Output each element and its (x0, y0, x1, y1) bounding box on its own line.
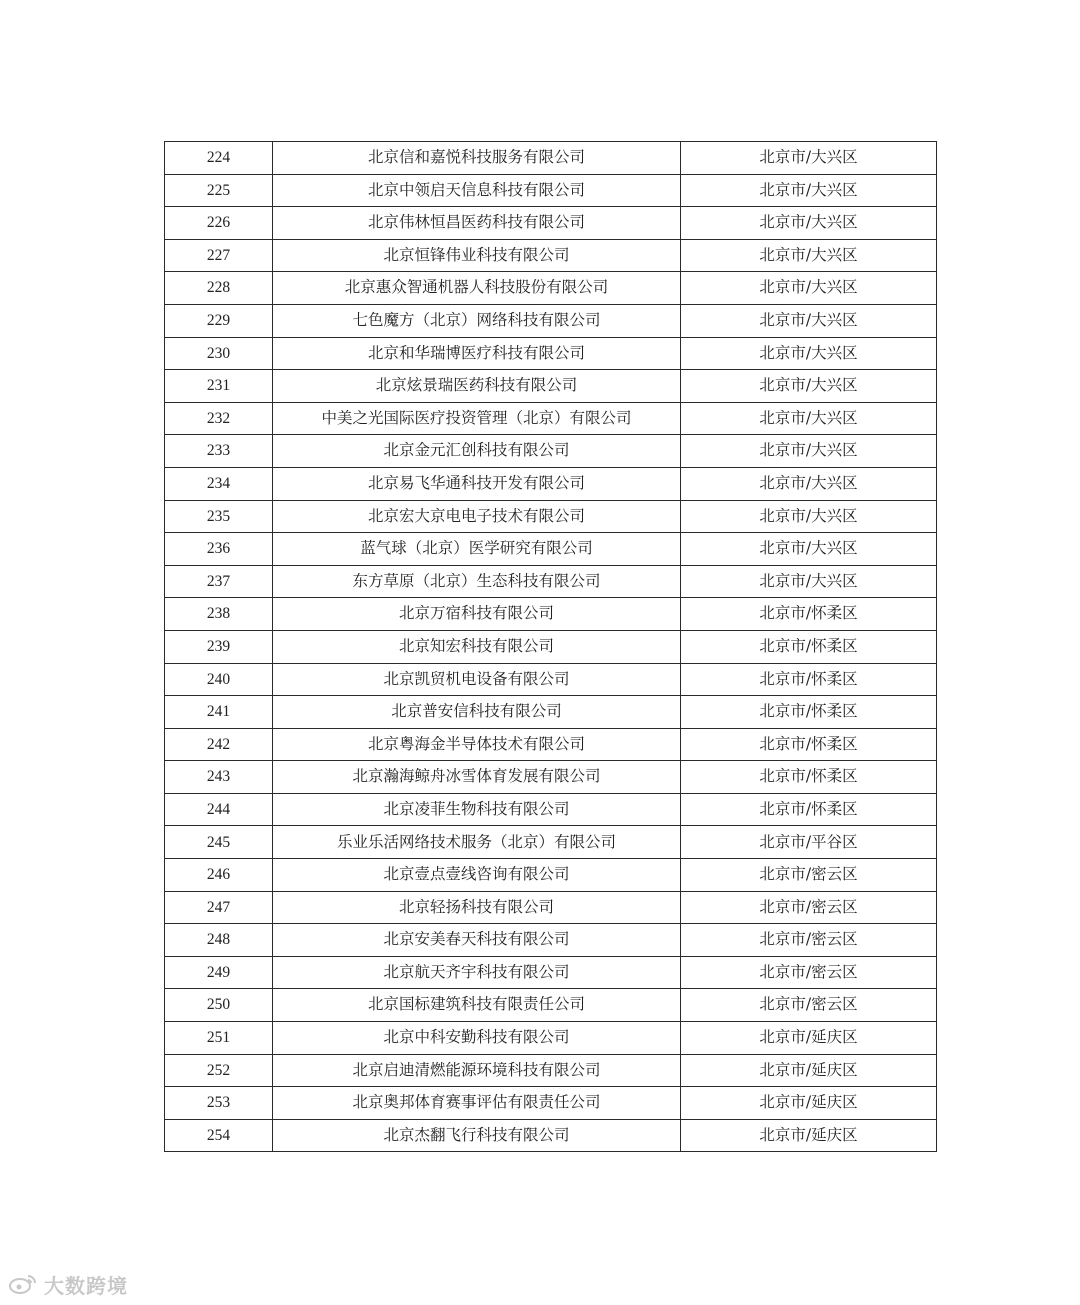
region-cell: 北京市/大兴区 (681, 304, 937, 337)
table-body (165, 142, 937, 1152)
row-number-cell: 245 (165, 826, 273, 859)
table-row (165, 272, 937, 305)
company-name-cell: 北京轻扬科技有限公司 (273, 891, 681, 924)
company-name-cell: 北京国标建筑科技有限责任公司 (273, 989, 681, 1022)
table-row (165, 533, 937, 566)
region-cell: 北京市/怀柔区 (681, 630, 937, 663)
region-cell: 北京市/密云区 (681, 891, 937, 924)
table-row (165, 663, 937, 696)
row-number-cell: 224 (165, 142, 273, 175)
row-number-cell: 236 (165, 533, 273, 566)
region-cell: 北京市/密云区 (681, 924, 937, 957)
table-row (165, 891, 937, 924)
row-number-cell: 241 (165, 696, 273, 729)
region-cell: 北京市/密云区 (681, 989, 937, 1022)
table-row (165, 761, 937, 794)
row-number-cell: 239 (165, 630, 273, 663)
region-cell: 北京市/大兴区 (681, 435, 937, 468)
company-name-cell: 乐业乐活网络技术服务（北京）有限公司 (273, 826, 681, 859)
row-number-cell: 253 (165, 1087, 273, 1120)
company-name-cell: 北京金元汇创科技有限公司 (273, 435, 681, 468)
row-number-cell: 232 (165, 402, 273, 435)
company-name-cell: 北京瀚海鲸舟冰雪体育发展有限公司 (273, 761, 681, 794)
row-number-cell: 249 (165, 956, 273, 989)
watermark (8, 1270, 128, 1298)
table-row (165, 337, 937, 370)
row-number-cell: 242 (165, 728, 273, 761)
company-name-cell: 北京凌菲生物科技有限公司 (273, 793, 681, 826)
region-cell: 北京市/大兴区 (681, 467, 937, 500)
company-name-cell: 北京粤海金半导体技术有限公司 (273, 728, 681, 761)
table-row (165, 956, 937, 989)
region-cell: 北京市/延庆区 (681, 1087, 937, 1120)
row-number-cell: 251 (165, 1022, 273, 1055)
table-row (165, 467, 937, 500)
table-row (165, 500, 937, 533)
row-number-cell: 238 (165, 598, 273, 631)
table-row (165, 1054, 937, 1087)
table-row (165, 826, 937, 859)
company-name-cell: 北京安美春天科技有限公司 (273, 924, 681, 957)
row-number-cell: 235 (165, 500, 273, 533)
row-number-cell: 227 (165, 239, 273, 272)
table-row (165, 793, 937, 826)
company-name-cell: 东方草原（北京）生态科技有限公司 (273, 565, 681, 598)
company-name-cell: 北京杰翻飞行科技有限公司 (273, 1119, 681, 1152)
region-cell: 北京市/大兴区 (681, 500, 937, 533)
region-cell: 北京市/密云区 (681, 859, 937, 892)
table-row (165, 924, 937, 957)
row-number-cell: 226 (165, 207, 273, 240)
company-name-cell: 北京普安信科技有限公司 (273, 696, 681, 729)
company-name-cell: 北京中领启天信息科技有限公司 (273, 174, 681, 207)
row-number-cell: 233 (165, 435, 273, 468)
region-cell: 北京市/怀柔区 (681, 793, 937, 826)
table-row (165, 1087, 937, 1120)
region-cell: 北京市/延庆区 (681, 1054, 937, 1087)
company-name-cell: 北京万宿科技有限公司 (273, 598, 681, 631)
company-name-cell: 蓝气球（北京）医学研究有限公司 (273, 533, 681, 566)
company-name-cell: 北京凯贸机电设备有限公司 (273, 663, 681, 696)
region-cell: 北京市/平谷区 (681, 826, 937, 859)
company-name-cell: 中美之光国际医疗投资管理（北京）有限公司 (273, 402, 681, 435)
row-number-cell: 230 (165, 337, 273, 370)
company-name-cell: 北京和华瑞博医疗科技有限公司 (273, 337, 681, 370)
row-number-cell: 244 (165, 793, 273, 826)
company-name-cell: 北京壹点壹线咨询有限公司 (273, 859, 681, 892)
row-number-cell: 228 (165, 272, 273, 305)
company-name-cell: 七色魔方（北京）网络科技有限公司 (273, 304, 681, 337)
company-name-cell: 北京航天齐宇科技有限公司 (273, 956, 681, 989)
region-cell: 北京市/延庆区 (681, 1022, 937, 1055)
region-cell: 北京市/怀柔区 (681, 728, 937, 761)
table-row (165, 630, 937, 663)
row-number-cell: 243 (165, 761, 273, 794)
company-name-cell: 北京伟林恒昌医药科技有限公司 (273, 207, 681, 240)
region-cell: 北京市/密云区 (681, 956, 937, 989)
table-row (165, 859, 937, 892)
region-cell: 北京市/大兴区 (681, 370, 937, 403)
row-number-cell: 246 (165, 859, 273, 892)
region-cell: 北京市/怀柔区 (681, 663, 937, 696)
company-list-table (164, 141, 937, 1152)
company-name-cell: 北京信和嘉悦科技服务有限公司 (273, 142, 681, 175)
company-name-cell: 北京宏大京电电子技术有限公司 (273, 500, 681, 533)
region-cell: 北京市/大兴区 (681, 207, 937, 240)
table-row (165, 207, 937, 240)
table-row (165, 598, 937, 631)
table-row (165, 989, 937, 1022)
watermark-text: 大数跨境 (44, 1273, 128, 1298)
row-number-cell: 250 (165, 989, 273, 1022)
region-cell: 北京市/大兴区 (681, 565, 937, 598)
weibo-logo-icon (8, 1272, 38, 1296)
region-cell: 北京市/大兴区 (681, 142, 937, 175)
company-name-cell: 北京恒锋伟业科技有限公司 (273, 239, 681, 272)
table-row (165, 696, 937, 729)
region-cell: 北京市/怀柔区 (681, 761, 937, 794)
company-name-cell: 北京启迪清燃能源环境科技有限公司 (273, 1054, 681, 1087)
table-row (165, 402, 937, 435)
table-row (165, 435, 937, 468)
company-name-cell: 北京知宏科技有限公司 (273, 630, 681, 663)
region-cell: 北京市/大兴区 (681, 174, 937, 207)
row-number-cell: 248 (165, 924, 273, 957)
row-number-cell: 252 (165, 1054, 273, 1087)
row-number-cell: 247 (165, 891, 273, 924)
company-name-cell: 北京炫景瑞医药科技有限公司 (273, 370, 681, 403)
company-name-cell: 北京奥邦体育赛事评估有限责任公司 (273, 1087, 681, 1120)
row-number-cell: 240 (165, 663, 273, 696)
row-number-cell: 234 (165, 467, 273, 500)
region-cell: 北京市/大兴区 (681, 533, 937, 566)
region-cell: 北京市/怀柔区 (681, 696, 937, 729)
region-cell: 北京市/大兴区 (681, 272, 937, 305)
company-name-cell: 北京易飞华通科技开发有限公司 (273, 467, 681, 500)
region-cell: 北京市/大兴区 (681, 402, 937, 435)
table-row (165, 142, 937, 175)
region-cell: 北京市/大兴区 (681, 337, 937, 370)
row-number-cell: 231 (165, 370, 273, 403)
region-cell: 北京市/大兴区 (681, 239, 937, 272)
table-row (165, 304, 937, 337)
table-row (165, 1119, 937, 1152)
table-row (165, 1022, 937, 1055)
company-name-cell: 北京惠众智通机器人科技股份有限公司 (273, 272, 681, 305)
table-row (165, 728, 937, 761)
table-row (165, 239, 937, 272)
table-row (165, 370, 937, 403)
row-number-cell: 225 (165, 174, 273, 207)
table-row (165, 174, 937, 207)
row-number-cell: 237 (165, 565, 273, 598)
row-number-cell: 254 (165, 1119, 273, 1152)
table-row (165, 565, 937, 598)
region-cell: 北京市/怀柔区 (681, 598, 937, 631)
region-cell: 北京市/延庆区 (681, 1119, 937, 1152)
company-name-cell: 北京中科安勤科技有限公司 (273, 1022, 681, 1055)
row-number-cell: 229 (165, 304, 273, 337)
